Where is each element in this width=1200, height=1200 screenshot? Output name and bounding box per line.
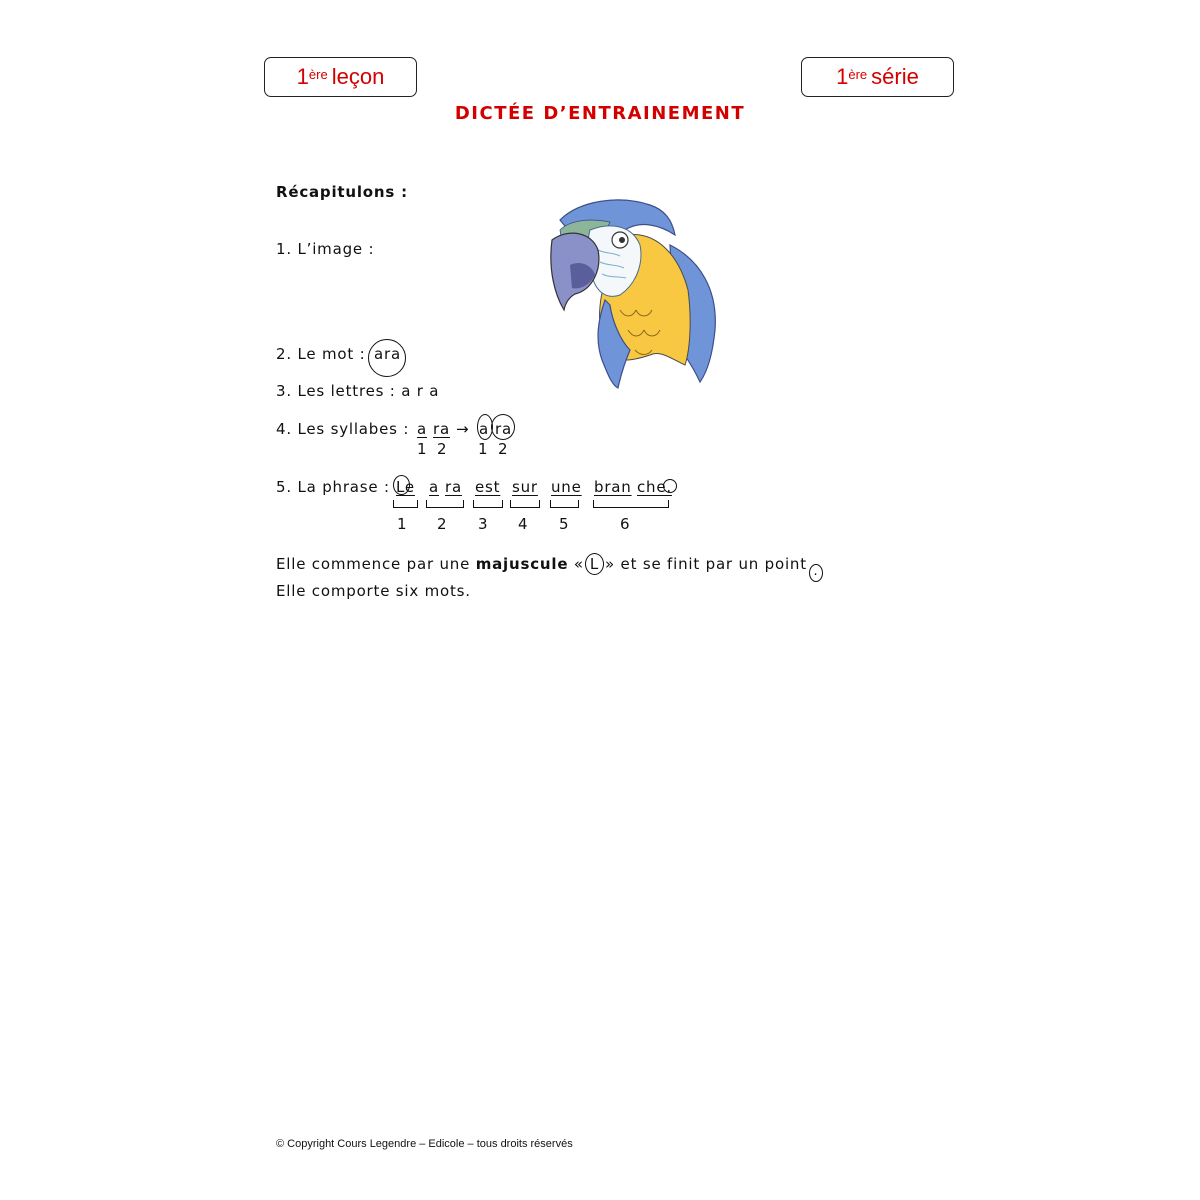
lesson-box [264, 57, 417, 97]
syllable-ra-circled: ra [495, 420, 512, 438]
word-num-3: 3 [478, 515, 488, 533]
word-a: a [429, 478, 439, 496]
word-le: Le [396, 478, 415, 496]
syllable-num-2b: 2 [498, 440, 508, 458]
word-circle [368, 339, 406, 377]
item-word-label: 2. Le mot : [276, 345, 366, 363]
summary-text-a: Elle commence par une [276, 555, 476, 573]
parrot-illustration [540, 190, 725, 390]
word-num-1: 1 [397, 515, 407, 533]
summary-bold: majuscule [475, 555, 569, 573]
word-est: est [475, 478, 501, 496]
period-circle [663, 479, 677, 493]
series-label: série [871, 64, 919, 89]
recap-heading: Récapitulons : [276, 183, 408, 201]
bracket-5 [550, 500, 579, 508]
item-syllables-label: 4. Les syllabes : [276, 420, 410, 438]
word-che: che. [637, 478, 672, 496]
syllable-num-1: 1 [417, 440, 427, 458]
syllable-ra: ra [433, 420, 450, 438]
page-title: DICTÉE D’ENTRAINEMENT [454, 103, 746, 124]
summary-text-b: « [568, 555, 584, 573]
summary-line-1 [276, 553, 823, 582]
syllable-num-2: 2 [437, 440, 447, 458]
bracket-1 [393, 500, 418, 508]
word-num-2: 2 [437, 515, 447, 533]
syllable-a: a [417, 420, 427, 438]
item-image: 1. L’image : [276, 240, 375, 258]
word-une: une [551, 478, 582, 496]
word-num-6: 6 [620, 515, 630, 533]
summary-letter: L [585, 553, 604, 575]
word-ra: ra [445, 478, 462, 496]
item-letters: 3. Les lettres : a r a [276, 382, 440, 400]
lesson-number: 1 [296, 64, 309, 89]
capital-circle [393, 475, 410, 495]
summary-dot: . [809, 564, 823, 582]
word-bran: bran [594, 478, 632, 496]
series-sup: ère [848, 66, 868, 82]
bracket-3 [473, 500, 503, 508]
syllable-a-circled: a [479, 420, 489, 438]
copyright-footer: © Copyright Cours Legendre – Edicole – tous droits réservés [276, 1138, 573, 1150]
bracket-6 [593, 500, 669, 508]
arrow-icon: → [456, 420, 470, 438]
bracket-4 [510, 500, 540, 508]
series-box [801, 57, 954, 97]
summary-line-2: Elle comporte six mots. [276, 582, 471, 600]
series-number: 1 [836, 64, 849, 89]
syllable-circle-2 [491, 414, 515, 440]
word-num-5: 5 [559, 515, 569, 533]
word-num-4: 4 [518, 515, 528, 533]
lesson-label: leçon [331, 64, 385, 89]
word-sur: sur [512, 478, 538, 496]
summary-text-c: » et se finit par un point [605, 555, 807, 573]
syllable-num-1b: 1 [478, 440, 488, 458]
bracket-2 [426, 500, 464, 508]
item-word-value: ara [374, 345, 401, 363]
item-sentence-label: 5. La phrase : [276, 478, 390, 496]
lesson-sup: ère [308, 66, 328, 82]
